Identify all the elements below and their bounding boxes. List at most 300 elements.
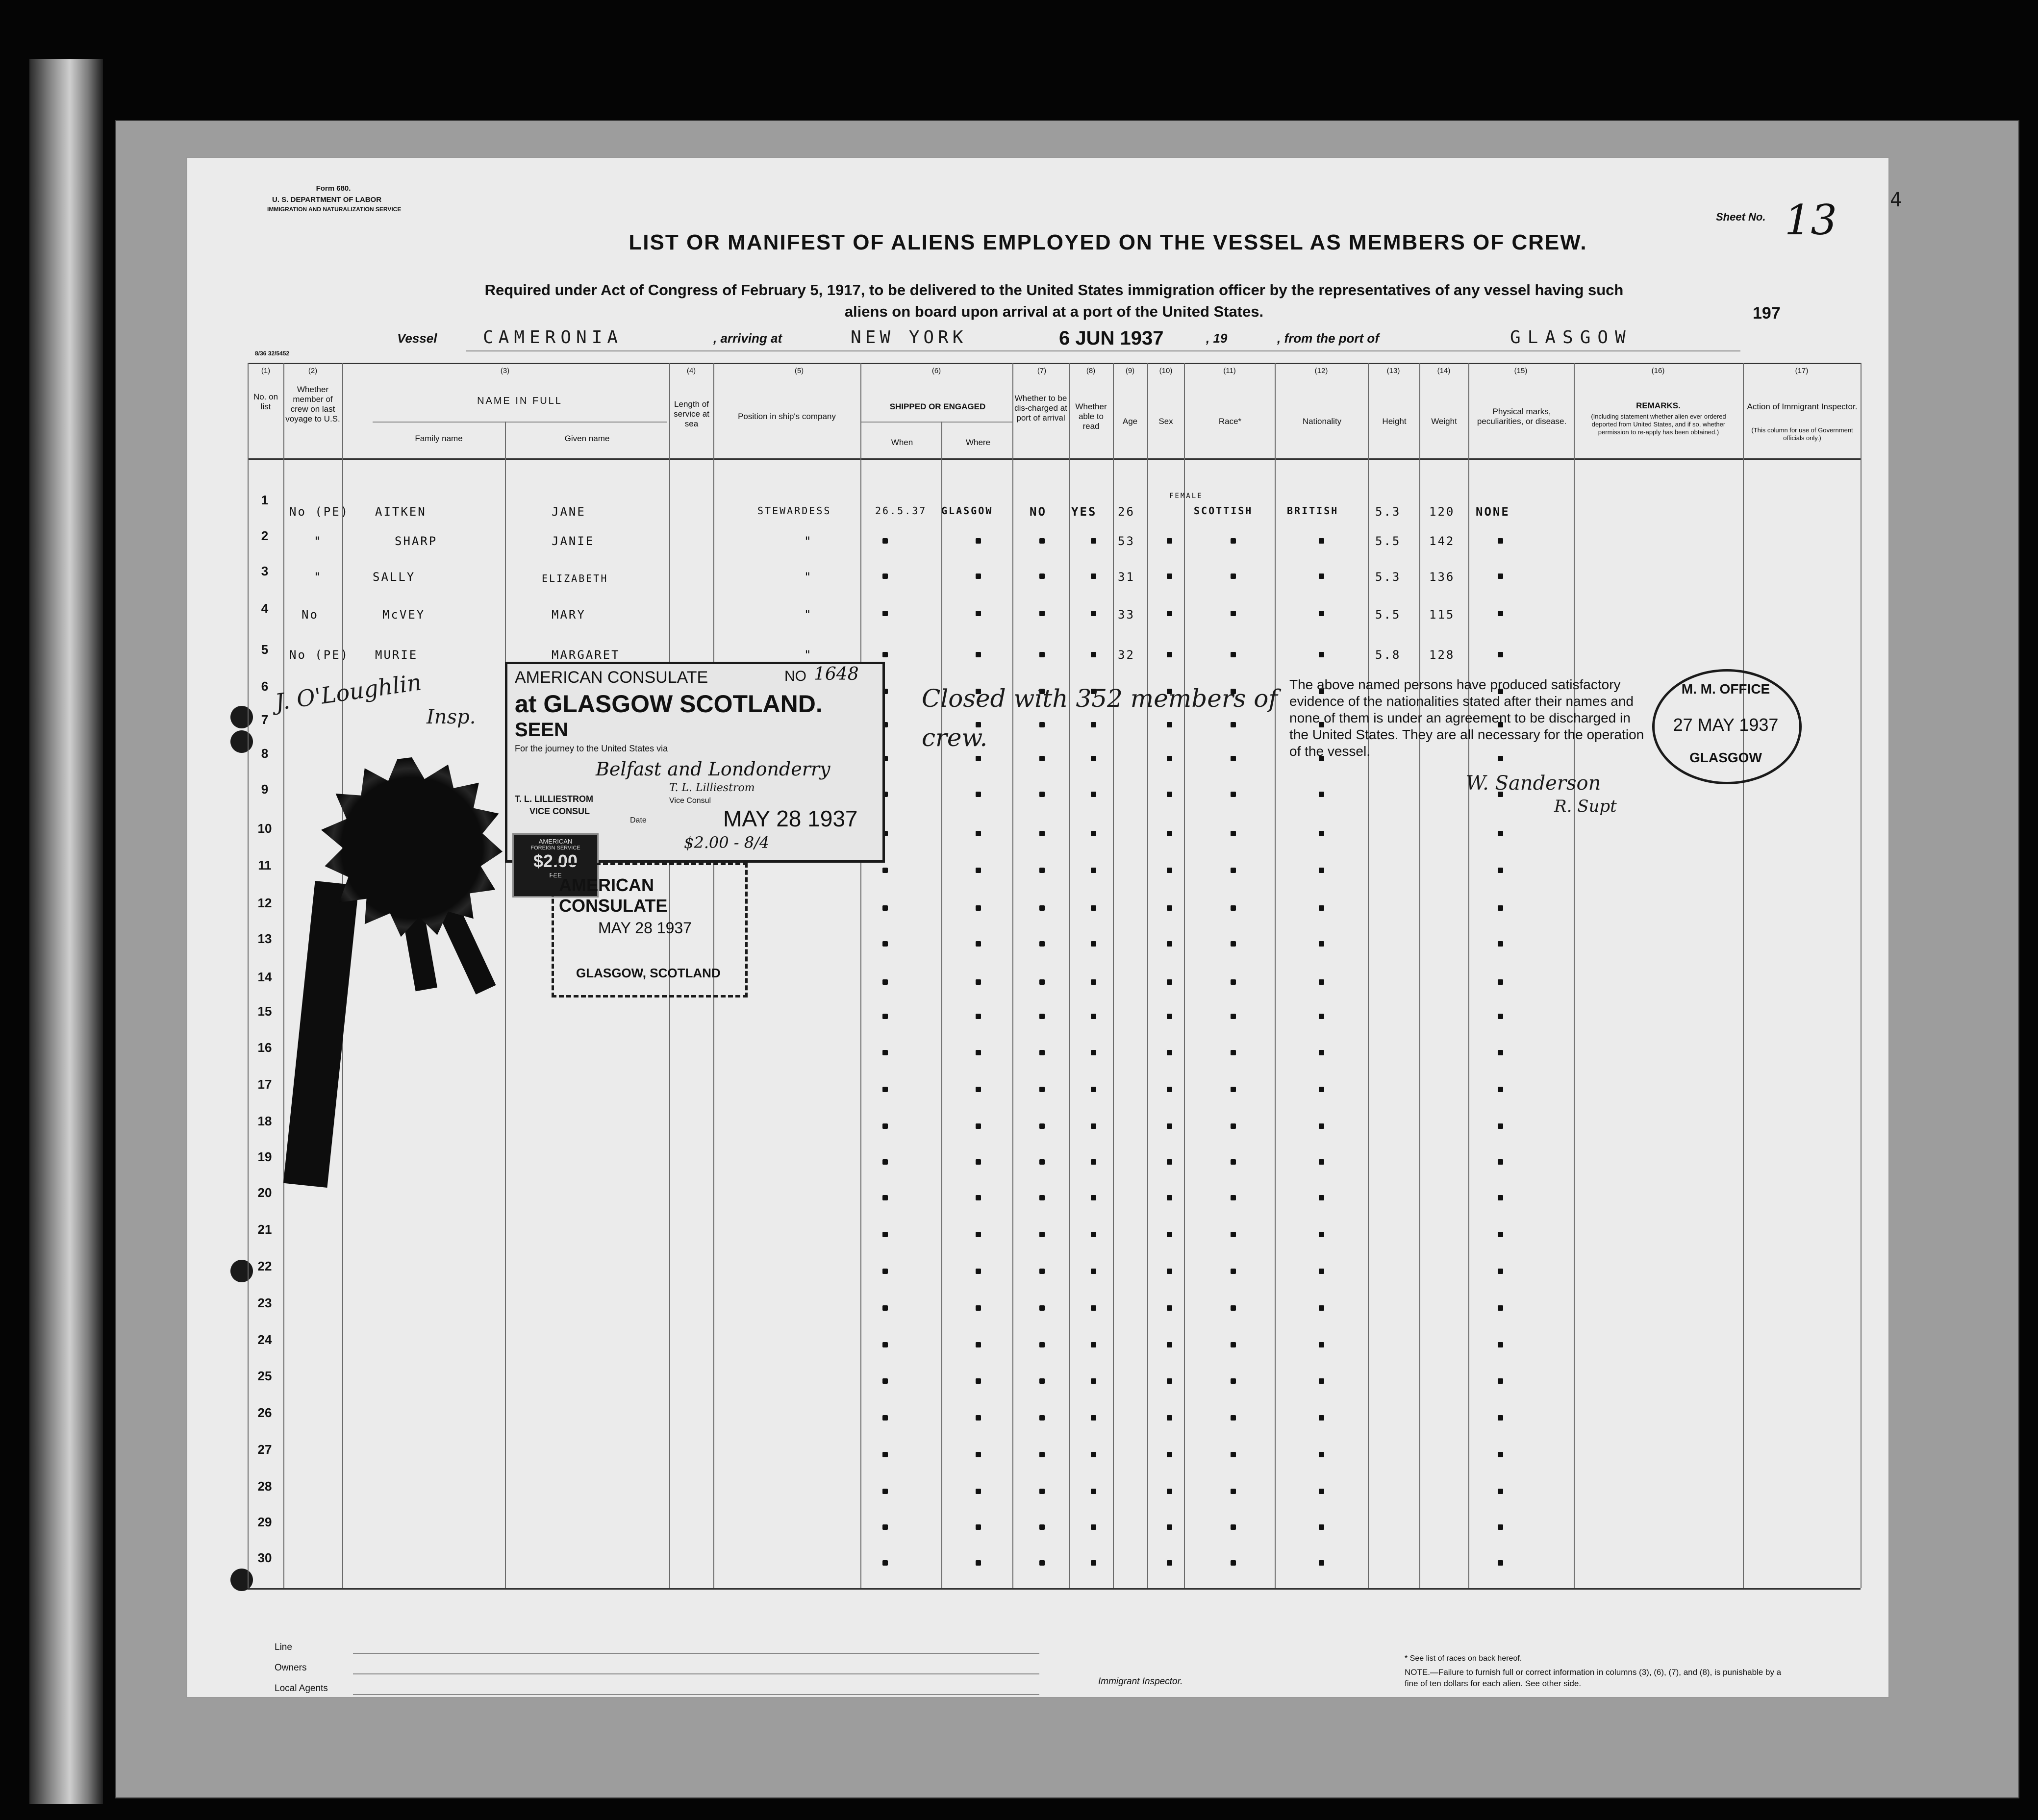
cell-nationality: BRITISH (1287, 505, 1339, 517)
row-number: 11 (258, 858, 272, 873)
ditto-dot (1231, 611, 1236, 616)
ditto-dot (882, 868, 888, 873)
cell-height: 5.5 (1375, 534, 1401, 548)
ditto-dot (1091, 573, 1096, 579)
ditto-dot (882, 1415, 888, 1421)
ditto-dot (976, 1014, 981, 1019)
cell-position: " (804, 608, 813, 622)
ditto-dot (1498, 1452, 1503, 1457)
column-number: (12) (1314, 367, 1328, 375)
column-number: (9) (1125, 367, 1135, 375)
ditto-dot (1319, 1123, 1324, 1129)
ditto-dot (1231, 979, 1236, 985)
ditto-dot (1039, 1050, 1045, 1055)
ditto-dot (976, 1560, 981, 1566)
ditto-dot (1039, 1489, 1045, 1494)
ditto-dot (976, 652, 981, 657)
ditto-dot (1167, 1415, 1172, 1421)
fee-revenue-stamp: AMERICAN FOREIGN SERVICE $2.00 FEE (512, 833, 599, 898)
table-header-rule (248, 458, 1861, 460)
row-number: 16 (257, 1040, 272, 1055)
header-action-note: (This column for use of Government officials only.) (1751, 426, 1853, 442)
ditto-dot (1319, 1524, 1324, 1530)
ditto-dot (882, 652, 888, 657)
column-number: (7) (1037, 367, 1047, 375)
column-rule (941, 422, 942, 1588)
column-rule (1184, 363, 1185, 1588)
cell-height: 5.3 (1375, 505, 1401, 519)
superintendent-signature: W. Sanderson (1466, 772, 1601, 795)
ditto-dot (1231, 1050, 1236, 1055)
cell-weight: 115 (1429, 608, 1455, 622)
ditto-dot (1167, 831, 1172, 836)
header-nationality: Nationality (1302, 417, 1342, 426)
page-title: LIST OR MANIFEST OF ALIENS EMPLOYED ON THE VESSEL AS MEMBERS OF CREW. (629, 230, 1587, 254)
ditto-dot (1319, 1195, 1324, 1200)
row-number: 20 (257, 1185, 272, 1200)
ditto-dot (1039, 831, 1045, 836)
cell-family-name: SALLY (373, 570, 416, 584)
header-height: Height (1382, 417, 1407, 426)
ditto-dot (882, 1159, 888, 1165)
form-number: Form 680. (316, 184, 351, 193)
ditto-dot (1167, 1342, 1172, 1347)
cell-race: SCOTTISH (1194, 505, 1253, 517)
ditto-dot (1498, 1524, 1503, 1530)
ditto-dot (1091, 1378, 1096, 1384)
row-number: 26 (257, 1405, 272, 1420)
ditto-dot (1167, 1524, 1172, 1530)
footer-line-label: Line (275, 1642, 292, 1652)
cell-weight: 142 (1429, 534, 1455, 548)
ditto-dot (1319, 611, 1324, 616)
header-race: Race* (1218, 417, 1242, 426)
column-rule (1113, 363, 1114, 1588)
column-number: (8) (1086, 367, 1096, 375)
row-number: 22 (257, 1259, 272, 1273)
column-rule (1012, 363, 1013, 1588)
subtitle: Required under Act of Congress of February 5, 1917, to be delivered to the United States immigration officer by the representatives of any vessel having such aliens on board upon arrival at a port of the United States. (484, 281, 1624, 320)
row-number: 5 (261, 642, 269, 657)
row-number: 21 (257, 1222, 272, 1237)
cell-prev-voyage: " (314, 570, 323, 584)
header-remarks-note: (Including statement whether alien ever ordered deported from United States, and if so, whether permission to re-apply has been obtained.) (1591, 413, 1726, 436)
header-position: Position in ship's company (738, 412, 836, 421)
ditto-dot (882, 1232, 888, 1237)
cell-weight: 128 (1429, 648, 1455, 662)
ditto-dot (1091, 1195, 1096, 1200)
departure-port: GLASGOW (1510, 327, 1633, 348)
ditto-dot (1039, 1415, 1045, 1421)
cell-age: 31 (1118, 570, 1135, 584)
ditto-dot (1091, 1232, 1096, 1237)
binder-strip (29, 59, 103, 1804)
shipped-subheader-rule (860, 422, 1012, 423)
ditto-dot (882, 941, 888, 947)
ditto-dot (976, 1123, 981, 1129)
row-number: 4 (261, 601, 269, 616)
header-sex: Sex (1158, 417, 1173, 426)
vessel-underline (466, 350, 1740, 351)
ditto-dot (976, 1305, 981, 1311)
ditto-dot (1319, 538, 1324, 544)
row-number: 19 (257, 1149, 272, 1164)
ditto-dot (1039, 1087, 1045, 1092)
ditto-dot (1498, 905, 1503, 911)
cell-height: 5.3 (1375, 570, 1401, 584)
column-rule (505, 422, 506, 1588)
row-number: 15 (257, 1004, 272, 1019)
vessel-name: CAMERONIA (483, 327, 623, 348)
ditto-dot (1167, 652, 1172, 657)
column-rule (1468, 363, 1469, 1588)
ditto-dot (1498, 1269, 1503, 1274)
column-number: (16) (1651, 367, 1665, 375)
ditto-dot (1231, 1014, 1236, 1019)
margin-mark: 4 (1890, 189, 1902, 211)
table-top-rule (248, 363, 1861, 364)
header-where: Where (965, 438, 991, 447)
footer-agents-label: Local Agents (275, 1683, 328, 1694)
ditto-dot (976, 868, 981, 873)
name-subheader-rule (373, 422, 667, 423)
cell-prev-voyage: No (PE) (289, 505, 350, 519)
ditto-dot (1319, 1087, 1324, 1092)
inspector-title: Insp. (427, 706, 476, 728)
ditto-dot (882, 979, 888, 985)
ditto-dot (976, 1524, 981, 1530)
row-number: 1 (261, 493, 269, 507)
ditto-dot (1091, 611, 1096, 616)
header-shipped: SHIPPED OR ENGAGED (889, 402, 986, 411)
column-number: (10) (1159, 367, 1173, 375)
ditto-dot (1319, 792, 1324, 797)
ditto-dot (1039, 1014, 1045, 1019)
column-rule (1147, 363, 1148, 1588)
ditto-dot (1091, 792, 1096, 797)
ditto-dot (1167, 611, 1172, 616)
ditto-dot (1498, 652, 1503, 657)
column-number: (1) (261, 367, 271, 375)
ditto-dot (1091, 1452, 1096, 1457)
ditto-dot (1498, 941, 1503, 947)
cell-given-name: MARGARET (552, 648, 620, 662)
header-remarks: REMARKS. (1636, 401, 1681, 410)
cell-position: " (804, 534, 813, 548)
ditto-dot (1498, 831, 1503, 836)
year-label: , 19 (1206, 331, 1228, 346)
ditto-dot (1231, 1378, 1236, 1384)
superintendent-title: R. Supt (1554, 797, 1617, 816)
ditto-dot (1091, 1014, 1096, 1019)
mm-office-stamp: M. M. OFFICE 27 MAY 1937 GLASGOW (1652, 669, 1802, 784)
sheet-number-label: Sheet No. (1716, 211, 1766, 223)
ditto-dot (882, 538, 888, 544)
ditto-dot (976, 979, 981, 985)
ditto-dot (1091, 538, 1096, 544)
ditto-dot (976, 941, 981, 947)
ditto-dot (1167, 979, 1172, 985)
ditto-dot (1319, 979, 1324, 985)
sheet-number: 13 (1785, 196, 1837, 244)
header-given-name: Given name (564, 434, 610, 443)
consulate-stamp: AMERICAN CONSULATE NO 1648 at GLASGOW SCOTLAND. SEEN For the journey to the United States via Belfast and Londonderry T. L. Lilliestrom T. L. LILLIESTROM Vice Consul VICE CONSUL Date MAY 28 1937 $2.00 - 8/4 (505, 662, 885, 863)
ditto-dot (882, 573, 888, 579)
cell-position: " (804, 648, 813, 662)
ditto-dot (1039, 1560, 1045, 1566)
cell-read: YES (1071, 505, 1097, 519)
ditto-dot (1091, 831, 1096, 836)
column-rule (1419, 363, 1420, 1588)
inspector-signature: J. O'Loughlin (273, 669, 423, 716)
ditto-dot (976, 1378, 981, 1384)
ditto-dot (1039, 905, 1045, 911)
ditto-dot (1167, 1305, 1172, 1311)
ditto-dot (1039, 941, 1045, 947)
ditto-dot (882, 1342, 888, 1347)
ditto-dot (976, 905, 981, 911)
nationality-statement: The above named persons have produced satisfactory evidence of the nationalities stated after their names and none of them is under an agreement to be discharged in the United States. They are all necessary for the operation of the vessel. (1289, 677, 1644, 759)
ditto-dot (1319, 1305, 1324, 1311)
cell-age: 32 (1118, 648, 1135, 662)
ditto-dot (1091, 941, 1096, 947)
ditto-dot (1231, 868, 1236, 873)
ditto-dot (976, 831, 981, 836)
ditto-dot (1319, 1159, 1324, 1165)
ditto-dot (1498, 611, 1503, 616)
cell-age: 26 (1118, 505, 1135, 519)
consulate-date-stamp: AMERICAN CONSULATE MAY 28 1937 GLASGOW, SCOTLAND (552, 863, 748, 997)
row-number: 30 (257, 1550, 272, 1565)
ditto-dot (1167, 1560, 1172, 1566)
cell-given-name: JANE (552, 505, 586, 519)
row-number: 14 (257, 970, 272, 984)
ditto-dot (1039, 611, 1045, 616)
ditto-dot (1091, 1342, 1096, 1347)
ditto-dot (1319, 1050, 1324, 1055)
ditto-dot (1167, 792, 1172, 797)
footer-rule (353, 1653, 1039, 1654)
ditto-dot (1039, 1305, 1045, 1311)
ditto-dot (882, 1524, 888, 1530)
ditto-dot (882, 1269, 888, 1274)
ditto-dot (882, 1123, 888, 1129)
ditto-dot (1498, 1195, 1503, 1200)
footer-rule (353, 1694, 1039, 1695)
service-name: IMMIGRATION AND NATURALIZATION SERVICE (267, 206, 402, 213)
column-rule (860, 363, 861, 1588)
arrival-port: NEW YORK (851, 327, 967, 348)
row-number: 12 (257, 896, 272, 910)
footer-owners-label: Owners (275, 1663, 307, 1673)
row-number: 27 (257, 1442, 272, 1457)
row-number: 8 (261, 746, 269, 761)
ditto-dot (1498, 1489, 1503, 1494)
department-name: U. S. DEPARTMENT OF LABOR (272, 196, 382, 204)
ditto-dot (1091, 1159, 1096, 1165)
ditto-dot (1167, 1014, 1172, 1019)
ditto-dot (1039, 1378, 1045, 1384)
cell-prev-voyage: No (302, 608, 319, 622)
cell-family-name: SHARP (395, 534, 438, 548)
ditto-dot (1039, 573, 1045, 579)
column-rule (1069, 363, 1070, 1588)
ditto-dot (1167, 1050, 1172, 1055)
ditto-dot (1167, 941, 1172, 947)
cell-sex: FEMALE (1169, 492, 1203, 500)
ditto-dot (1091, 1087, 1096, 1092)
cell-discharged: NO (1030, 505, 1047, 519)
ditto-dot (976, 1269, 981, 1274)
ditto-dot (1231, 1232, 1236, 1237)
column-number: (3) (500, 367, 510, 375)
ditto-dot (1167, 868, 1172, 873)
ditto-dot (1167, 1489, 1172, 1494)
ditto-dot (1498, 1087, 1503, 1092)
arriving-label: , arriving at (713, 331, 782, 346)
cell-family-name: MURIE (375, 648, 418, 662)
cell-given-name: JANIE (552, 534, 595, 548)
ditto-dot (1039, 1269, 1045, 1274)
cell-prev-voyage: No (PE) (289, 648, 350, 662)
immigrant-inspector-label: Immigrant Inspector. (1098, 1676, 1183, 1687)
ditto-dot (1167, 1269, 1172, 1274)
ditto-dot (1039, 1232, 1045, 1237)
ditto-dot (1091, 1415, 1096, 1421)
column-number: (11) (1223, 367, 1236, 375)
column-rule (1861, 363, 1862, 1588)
cell-position: STEWARDESS (757, 505, 831, 517)
reference-number: 197 (1753, 304, 1781, 323)
row-number: 17 (257, 1077, 272, 1092)
ditto-dot (1231, 538, 1236, 544)
ditto-dot (1319, 652, 1324, 657)
ditto-dot (882, 1489, 888, 1494)
ditto-dot (976, 1489, 981, 1494)
column-number: (15) (1514, 367, 1528, 375)
ditto-dot (1039, 1123, 1045, 1129)
header-when: When (891, 438, 913, 447)
table-bottom-rule (248, 1588, 1861, 1590)
ditto-dot (1231, 652, 1236, 657)
ditto-dot (1091, 1050, 1096, 1055)
ditto-dot (1231, 1123, 1236, 1129)
ditto-dot (1498, 1123, 1503, 1129)
column-rule (1743, 363, 1744, 1588)
ditto-dot (1319, 1489, 1324, 1494)
ditto-dot (1231, 1452, 1236, 1457)
column-number: (2) (308, 367, 318, 375)
column-rule (1368, 363, 1369, 1588)
ditto-dot (882, 611, 888, 616)
column-number: (4) (686, 367, 696, 375)
ditto-dot (1039, 538, 1045, 544)
ditto-dot (1167, 1378, 1172, 1384)
column-rule (1275, 363, 1276, 1588)
ditto-dot (976, 1452, 981, 1457)
ditto-dot (976, 1195, 981, 1200)
ditto-dot (1167, 538, 1172, 544)
ditto-dot (1319, 1014, 1324, 1019)
column-number: (14) (1437, 367, 1451, 375)
row-number: 9 (261, 782, 269, 797)
header-family-name: Family name (415, 434, 463, 443)
ditto-dot (1319, 905, 1324, 911)
ditto-dot (1167, 1195, 1172, 1200)
ditto-dot (882, 1050, 888, 1055)
cell-position: " (804, 570, 813, 584)
ditto-dot (1231, 1415, 1236, 1421)
ditto-dot (1167, 1087, 1172, 1092)
cell-height: 5.5 (1375, 608, 1401, 622)
ditto-dot (1167, 1452, 1172, 1457)
manifest-sheet (186, 157, 1889, 1698)
ditto-dot (1498, 1342, 1503, 1347)
ditto-dot (976, 1050, 981, 1055)
header-length-service: Length of service at sea (674, 399, 709, 428)
header-physical: Physical marks, peculiarities, or disease. (1477, 407, 1567, 426)
ditto-dot (1091, 1269, 1096, 1274)
ditto-dot (976, 573, 981, 579)
ditto-dot (1319, 1342, 1324, 1347)
ditto-dot (976, 611, 981, 616)
column-number: (6) (931, 367, 941, 375)
column-rule (1574, 363, 1575, 1588)
ditto-dot (1091, 1123, 1096, 1129)
ditto-dot (1231, 905, 1236, 911)
cell-when: 26.5.37 (875, 505, 927, 517)
ditto-dot (1167, 1159, 1172, 1165)
row-number: 7 (261, 712, 269, 727)
cell-where: GLASGOW (941, 505, 993, 517)
ditto-dot (1319, 868, 1324, 873)
ditto-dot (1319, 1560, 1324, 1566)
header-discharged: Whether to be dis-charged at port of arrival (1014, 394, 1067, 423)
header-no-on-list: No. on list (253, 392, 278, 411)
row-number: 29 (257, 1515, 272, 1529)
ditto-dot (1231, 1560, 1236, 1566)
ditto-dot (1319, 1232, 1324, 1237)
ditto-dot (1167, 1123, 1172, 1129)
header-weight: Weight (1431, 417, 1457, 426)
ditto-dot (1498, 538, 1503, 544)
ditto-dot (1091, 979, 1096, 985)
ditto-dot (1231, 1489, 1236, 1494)
header-name-in-full: NAME IN FULL (477, 396, 562, 406)
ditto-dot (1091, 652, 1096, 657)
ditto-dot (1231, 573, 1236, 579)
ditto-dot (1231, 941, 1236, 947)
ditto-dot (976, 1342, 981, 1347)
from-port-label: , from the port of (1277, 331, 1379, 346)
ditto-dot (1091, 868, 1096, 873)
ditto-dot (1319, 1378, 1324, 1384)
ditto-dot (1039, 792, 1045, 797)
ditto-dot (1498, 1050, 1503, 1055)
ditto-dot (1167, 573, 1172, 579)
cell-family-name: McVEY (382, 608, 426, 622)
ditto-dot (1091, 1560, 1096, 1566)
column-number: (5) (794, 367, 804, 375)
header-read: Whether able to read (1075, 402, 1107, 431)
races-footnote: * See list of races on back hereof. (1405, 1654, 1522, 1663)
ditto-dot (882, 1452, 888, 1457)
header-prev-voyage: Whether member of crew on last voyage to U.S. (285, 385, 340, 424)
ditto-dot (1231, 1159, 1236, 1165)
ditto-dot (1319, 1269, 1324, 1274)
ditto-dot (1039, 652, 1045, 657)
column-number: (17) (1795, 367, 1809, 375)
